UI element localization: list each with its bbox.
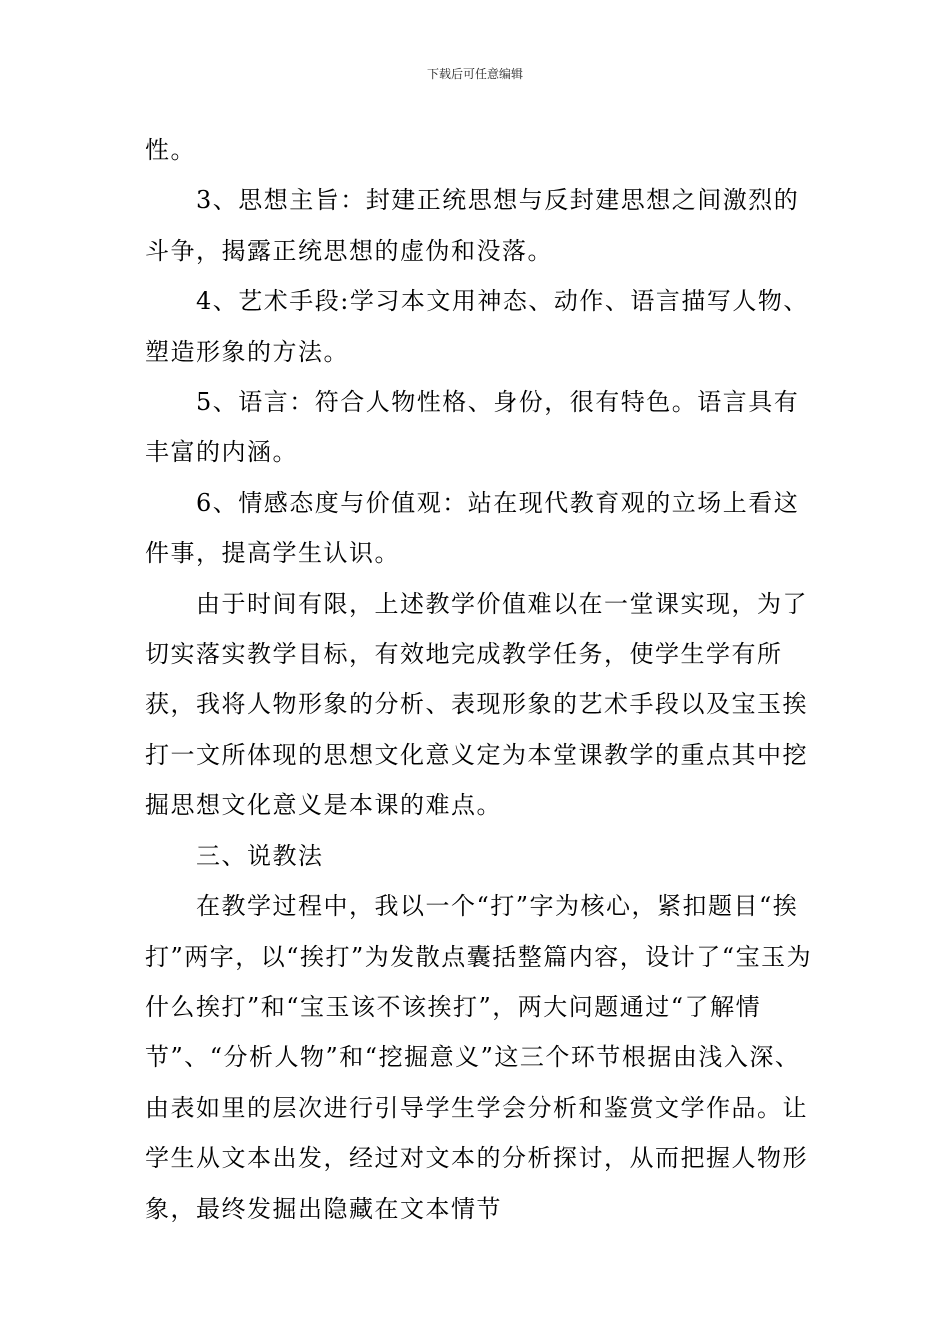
document-body xyxy=(145,125,813,1234)
paragraph-continuation: 性。 xyxy=(145,136,196,164)
paragraph-item-5: 5、语言：符合人物性格、身份，很有特色。语言具有丰富的内涵。 xyxy=(145,388,800,467)
paragraph-teaching-method: 在教学过程中，我以一个“打”字为核心，紧扣题目“挨打”两字，以“挨打”为发散点囊括整篇内容，设计了“宝玉为什么挨打”和“宝玉该不该挨打”，两大问题通过“了解情节”、“分析人物”和“挖掘意义”这三个环节根据由浅入深、由表如里的层次进行引导学生学会分析和鉴赏文学作品。让学生从文本出发，经过对文本的分析探讨，从而把握人物形象，最终发掘出隐藏在文本情节 xyxy=(145,892,813,1223)
paragraph-item-6: 6、情感态度与价值观：站在现代教育观的立场上看这件事，提高学生认识。 xyxy=(145,488,800,568)
paragraph-item-4: 4、艺术手段:学习本文用神态、动作、语言描写人物、塑造形象的方法。 xyxy=(145,287,809,366)
section-heading-teaching-method: 三、说教法 xyxy=(196,841,324,870)
paragraph-item-3: 3、思想主旨：封建正统思想与反封建思想之间激烈的斗争，揭露正统思想的虚伪和没落。 xyxy=(145,186,800,265)
page-header: 下载后可任意编辑 xyxy=(426,67,523,81)
paragraph-teaching-focus: 由于时间有限，上述教学价值难以在一堂课实现，为了切实落实教学目标，有效地完成教学任务，使学生学有所获，我将人物形象的分析、表现形象的艺术手段以及宝玉挨打一文所体现的思想文化意义定为本堂课教学的重点其中挖掘思想文化意义是本课的难点。 xyxy=(145,589,808,820)
